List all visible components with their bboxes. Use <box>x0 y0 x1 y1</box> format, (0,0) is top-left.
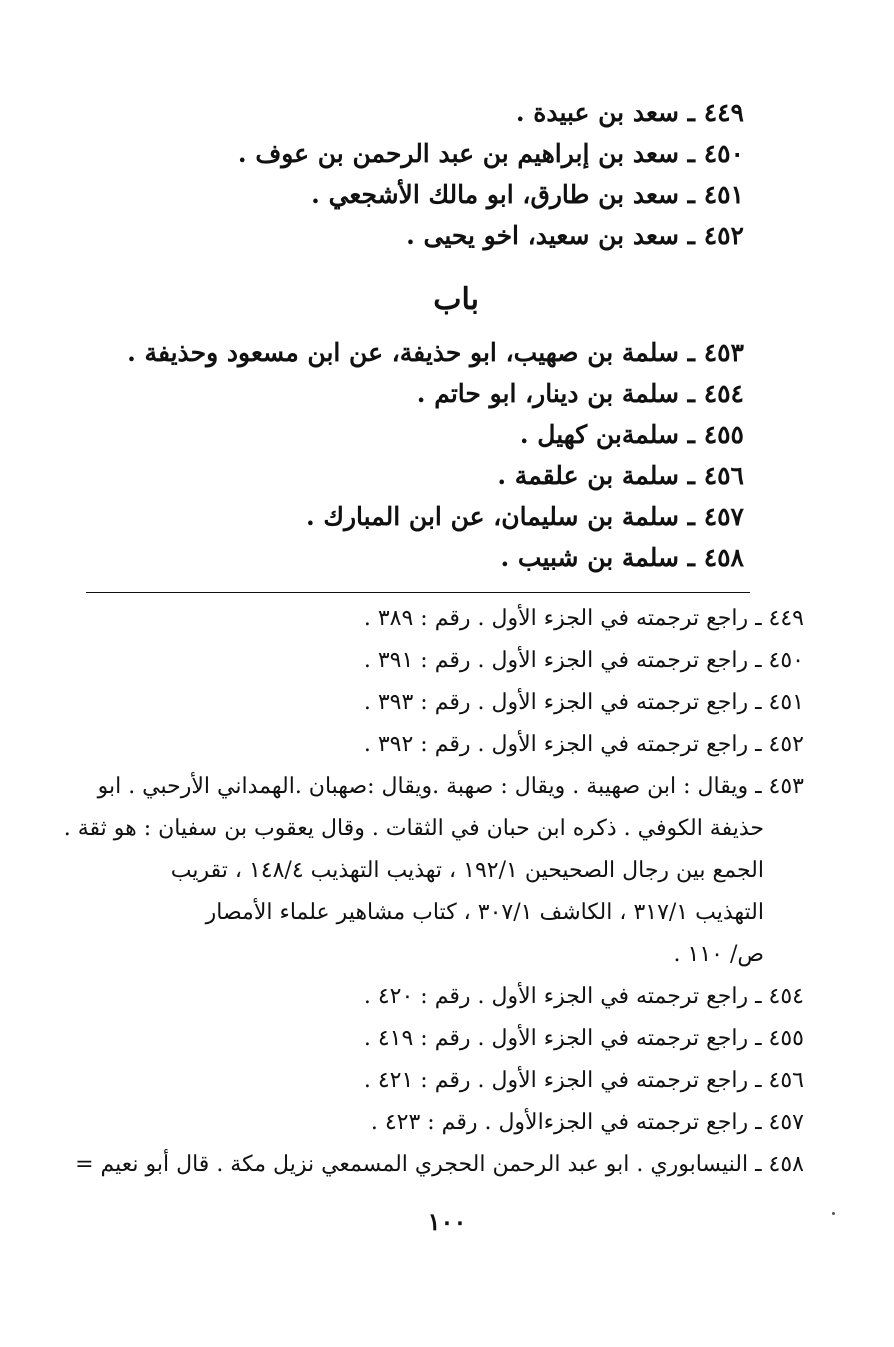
footnotes <box>63 598 804 1186</box>
footnote-line: ص/ ١١٠ . <box>673 942 764 967</box>
main-entries-list-2 <box>104 332 744 578</box>
footnote: ٤٤٩ ـ راجع ترجمته في الجزء الأول . رقم : ٣٨٩ . <box>363 606 804 631</box>
main-entry: ٤٥٢ ـ سعد بن سعيد، اخو يحيى . <box>406 221 744 250</box>
footnote: ٤٥٧ ـ راجع ترجمته في الجزءالأول . رقم : ٤٢٣ . <box>370 1110 804 1135</box>
footnote-line: الجمع بين رجال الصحيحين ١٩٢/١ ، تهذيب التهذيب ١٤٨/٤ ، تقريب <box>170 858 764 883</box>
main-entry: ٤٥٧ ـ سلمة بن سليمان، عن ابن المبارك . <box>305 502 744 531</box>
scan-speck <box>832 1212 835 1215</box>
footnote-separator <box>86 592 750 593</box>
main-entries-list <box>104 92 744 256</box>
page-number: ١٠٠ <box>427 1207 467 1236</box>
footnote-453 <box>63 766 804 976</box>
footnote-line: التهذيب ٣١٧/١ ، الكاشف ٣٠٧/١ ، كتاب مشاهير علماء الأمصار <box>205 900 764 925</box>
main-entry: ٤٥٠ ـ سعد بن إبراهيم بن عبد الرحمن بن عوف . <box>237 139 744 168</box>
footnote: ٤٥٥ ـ راجع ترجمته في الجزء الأول . رقم : ٤١٩ . <box>363 1026 804 1051</box>
footnote: ٤٥٢ ـ راجع ترجمته في الجزء الأول . رقم : ٣٩٢ . <box>363 732 804 757</box>
main-entry: ٤٥٤ ـ سلمة بن دينار، ابو حاتم . <box>416 379 744 408</box>
main-entry: ٤٥٥ ـ سلمةبن كهيل . <box>519 420 744 449</box>
footnote: ٤٥٠ ـ راجع ترجمته في الجزء الأول . رقم : ٣٩١ . <box>363 648 804 673</box>
main-entry: ٤٤٩ ـ سعد بن عبيدة . <box>515 98 744 127</box>
footnote-line: ٤٥٣ ـ ويقال : ابن صهيبة . ويقال : صهبة .ويقال :صهبان .الهمداني الأرحبي . ابو <box>97 774 804 799</box>
main-entry: ٤٥٣ ـ سلمة بن صهيب، ابو حذيفة، عن ابن مسعود وحذيفة . <box>127 338 744 367</box>
section-heading: باب <box>433 282 479 317</box>
footnote: ٤٥١ ـ راجع ترجمته في الجزء الأول . رقم : ٣٩٣ . <box>363 690 804 715</box>
main-entry: ٤٥١ ـ سعد بن طارق، ابو مالك الأشجعي . <box>311 180 744 209</box>
footnote: ٤٥٤ ـ راجع ترجمته في الجزء الأول . رقم : ٤٢٠ . <box>363 984 804 1009</box>
footnote: ٤٥٦ ـ راجع ترجمته في الجزء الأول . رقم : ٤٢١ . <box>363 1068 804 1093</box>
main-entry: ٤٥٨ ـ سلمة بن شبيب . <box>500 543 744 572</box>
main-entry: ٤٥٦ ـ سلمة بن علقمة . <box>497 461 744 490</box>
footnote-line: حذيفة الكوفي . ذكره ابن حبان في الثقات . وقال يعقوب بن سفيان : هو ثقة . <box>63 816 764 841</box>
footnote: ٤٥٨ ـ النيسابوري . ابو عبد الرحمن الحجري المسمعي نزيل مكة . قال أبو نعيم = <box>75 1152 804 1177</box>
